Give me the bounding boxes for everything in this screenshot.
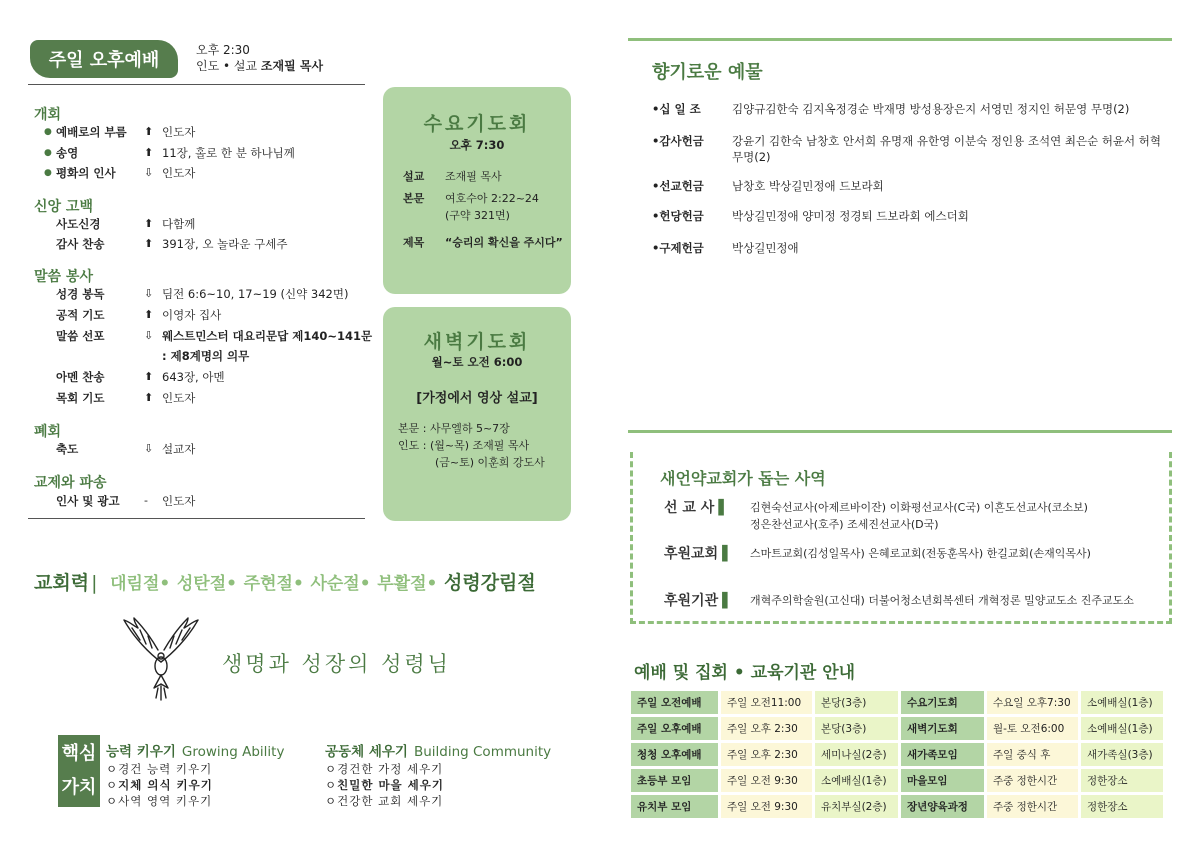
order-value: 설교자	[162, 442, 196, 456]
section-closing: 폐회	[34, 424, 62, 440]
dawn-line: 인도 : (월~목) 조재필 목사	[398, 439, 530, 452]
offering-label: •선교헌금	[652, 179, 704, 193]
order-label: 말씀 선포	[56, 329, 105, 343]
ministry-label: 선 교 사 ▌	[664, 500, 730, 516]
meeting-place: 세미나실(2층)	[815, 743, 898, 766]
offering-names: 강윤기 김한숙 남창호 안서희 유명재 유한영 이분숙 정인용 조석연 최은순 허윤서 허혁 무명(2)	[732, 134, 1162, 164]
meeting-time: 주일 오전11:00	[721, 691, 812, 714]
meeting-time: 주중 정한시간	[987, 769, 1078, 792]
dawn-line: 본문 : 사무엘하 5~7장	[398, 422, 510, 435]
meeting-time: 수요일 오후7:30	[987, 691, 1078, 714]
church-calendar: 교회력 | 대림절• 성탄절• 주현절• 사순절• 부활절• 성령강림절	[34, 572, 536, 594]
order-item	[44, 348, 249, 364]
meeting-name: 주일 오후예배	[631, 717, 718, 740]
order-label: 목회 기도	[56, 391, 105, 405]
value-heading-community: 공동체 세우기 Building Community	[325, 744, 552, 760]
order-item	[44, 236, 287, 252]
offering-label: •구제헌금	[652, 241, 704, 255]
stand-icon: ⬆	[144, 308, 154, 321]
wednesday-value: 여호수아 2:22~24	[445, 192, 539, 205]
value-line: ㅇ건강한 교회 세우기	[325, 794, 444, 808]
order-value: 다함께	[162, 217, 196, 231]
dash-mark: -	[144, 494, 148, 507]
order-item	[44, 369, 225, 385]
calendar-label: 교회력	[34, 572, 90, 594]
wednesday-label: 제목	[403, 236, 425, 249]
order-item	[44, 216, 195, 232]
order-item	[44, 493, 195, 509]
meeting-place: 새가족실(3층)	[1081, 743, 1163, 766]
top-divider	[28, 84, 365, 85]
meeting-time: 주일 오전 9:30	[721, 769, 812, 792]
order-label: 송영	[56, 146, 79, 160]
section-opening: 개회	[34, 107, 62, 123]
season: 사순절	[310, 574, 360, 594]
value-line: ㅇ경건한 가정 세우기	[325, 762, 444, 776]
schedule-row	[631, 795, 1163, 818]
offerings-heading: 향기로운 예물	[652, 62, 763, 83]
order-label: 평화의 인사	[56, 166, 116, 180]
order-label: 아멘 찬송	[56, 370, 105, 384]
order-label: 공적 기도	[56, 308, 105, 322]
order-value: 인도자	[162, 166, 196, 180]
value-line: ㅇ지체 의식 키우기	[106, 778, 213, 792]
ministry-value: 스마트교회(김성일목사) 은혜로교회(전동훈목사) 한길교회(손재익목사)	[750, 547, 1091, 560]
order-item	[44, 390, 195, 406]
meeting-name: 초등부 모임	[631, 769, 718, 792]
core-label-2: 가치	[61, 777, 97, 798]
schedule-row	[631, 717, 1163, 740]
wednesday-prayer-box	[383, 87, 571, 294]
bottom-divider	[28, 518, 365, 519]
meeting-name: 유치부 모임	[631, 795, 718, 818]
meeting-place: 정한장소	[1081, 769, 1163, 792]
order-value: 인도자	[162, 391, 196, 405]
ministry-value: 김현숙선교사(아제르바이잔) 이화평선교사(C국) 이흔도선교사(코소보)	[750, 501, 1088, 514]
offering-label: •감사헌금	[652, 134, 704, 148]
ministry-value: 개혁주의학술원(고신대) 더불어청소년회복센터 개혁정론 밀양교도소 진주교도소	[750, 594, 1134, 607]
dawn-line: (금~토) 이훈희 강도사	[435, 456, 545, 469]
schedule-row	[631, 769, 1163, 792]
bullet-icon: ●	[44, 148, 52, 158]
order-item	[44, 328, 372, 344]
value-line: ㅇ친밀한 마을 세우기	[325, 778, 444, 792]
meeting-place: 본당(3층)	[815, 691, 898, 714]
order-label: 예배로의 부름	[56, 125, 127, 139]
offerings-rule	[628, 38, 1172, 41]
ministry-value: 정은찬선교사(호주) 조세진선교사(D국)	[750, 518, 939, 531]
schedule-row	[631, 691, 1163, 714]
wednesday-title: 수요기도회	[423, 113, 531, 135]
service-title: 주일 오후예배	[30, 40, 178, 78]
season: 부활절	[377, 574, 427, 594]
offering-label: •헌당헌금	[652, 209, 704, 223]
meeting-place: 정한장소	[1081, 795, 1163, 818]
order-label: 인사 및 광고	[56, 494, 120, 508]
order-item	[44, 145, 295, 161]
service-leader	[196, 58, 323, 75]
offering-row	[652, 101, 1162, 117]
value-line: ㅇ사역 영역 키우기	[106, 794, 213, 808]
wednesday-value: (구약 321면)	[445, 209, 510, 222]
meeting-name: 주일 오전예배	[631, 691, 718, 714]
bullet-icon: ●	[44, 127, 52, 137]
stand-icon: ⬆	[144, 217, 154, 230]
schedule-heading: 예배 및 집회 • 교육기관 안내	[634, 663, 856, 683]
stand-icon: ⬆	[144, 237, 154, 250]
service-leader-prefix: 인도 • 설교	[196, 59, 258, 73]
order-value: 11장, 홀로 한 분 하나님께	[162, 146, 295, 160]
offering-names: 박상길민정애 양미정 정경퇴 드보라회 에스더회	[732, 209, 969, 223]
offering-row	[652, 133, 1162, 165]
wednesday-label: 본문	[403, 192, 425, 205]
wednesday-time: 오후 7:30	[449, 138, 505, 152]
meeting-name: 새벽기도회	[901, 717, 984, 740]
meeting-time: 주일 오전 9:30	[721, 795, 812, 818]
meeting-name: 장년양육과정	[901, 795, 984, 818]
order-item	[44, 124, 195, 140]
current-season: 성령강림절	[444, 572, 536, 594]
bullet-icon: ●	[44, 168, 52, 178]
ministry-rule	[628, 430, 1172, 433]
order-value: 643장, 아멘	[162, 370, 225, 384]
order-label: 사도신경	[56, 217, 101, 231]
meeting-place: 소예배실(1층)	[1081, 717, 1163, 740]
meeting-place: 본당(3층)	[815, 717, 898, 740]
dawn-prayer-box	[383, 307, 571, 521]
core-values-label	[58, 735, 100, 807]
schedule-row	[631, 743, 1163, 766]
stand-icon: ⬆	[144, 370, 154, 383]
ministry-heading: 새언약교회가 돕는 사역	[660, 469, 826, 488]
service-time: 오후 2:30	[196, 43, 250, 57]
order-item	[44, 165, 195, 181]
service-leader-name: 조재필 목사	[260, 59, 324, 73]
ministry-label: 후원교회 ▌	[664, 546, 733, 562]
order-item	[44, 286, 348, 302]
sit-icon: ⇩	[144, 329, 154, 342]
meeting-place: 유치부실(2층)	[815, 795, 898, 818]
meeting-time: 주중 정한시간	[987, 795, 1078, 818]
season: 주현절	[243, 574, 293, 594]
sit-icon: ⇩	[144, 442, 154, 455]
dawn-time: 월~토 오전 6:00	[431, 355, 523, 369]
value-heading-ability: 능력 키우기 Growing Ability	[106, 744, 285, 760]
offering-names: 남창호 박상길민정애 드보라회	[732, 179, 884, 193]
core-label-1: 핵심	[61, 743, 97, 764]
meeting-time: 주일 중식 후	[987, 743, 1078, 766]
order-value: : 제8계명의 의무	[162, 349, 250, 363]
meeting-place: 소예배실(1층)	[1081, 691, 1163, 714]
order-label	[56, 348, 144, 364]
sit-icon: ⇩	[144, 166, 154, 179]
section-word: 말씀 봉사	[34, 269, 93, 285]
order-item	[44, 307, 221, 323]
wednesday-label: 설교	[403, 170, 425, 183]
offering-names: 박상길민정애	[732, 241, 799, 255]
dawn-note: [가정에서 영상 설교]	[416, 391, 538, 406]
order-value: 391장, 오 놀라운 구세주	[162, 237, 288, 251]
meeting-time: 주일 오후 2:30	[721, 717, 812, 740]
meeting-place: 소예배실(1층)	[815, 769, 898, 792]
wednesday-value: “승리의 확신을 주시다”	[445, 236, 563, 249]
meeting-time: 월-토 오전6:00	[987, 717, 1078, 740]
divider-bar: |	[91, 572, 98, 594]
ministry-label: 후원기관 ▌	[664, 593, 733, 609]
offering-row	[652, 240, 1162, 256]
order-label: 성경 봉독	[56, 287, 105, 301]
offering-label: •십 일 조	[652, 102, 701, 116]
stand-icon: ⬆	[144, 146, 154, 159]
section-confession: 신앙 고백	[34, 199, 93, 215]
schedule-table	[628, 688, 1166, 821]
dawn-title: 새벽기도회	[423, 331, 531, 353]
order-label: 감사 찬송	[56, 237, 105, 251]
order-value: 인도자	[162, 125, 196, 139]
wednesday-value: 조재필 목사	[445, 170, 502, 183]
meeting-time: 주일 오후 2:30	[721, 743, 812, 766]
meeting-name: 청청 오후예배	[631, 743, 718, 766]
stand-icon: ⬆	[144, 125, 154, 138]
calendar-theme: 생명과 성장의 성령님	[222, 652, 451, 676]
meeting-name: 새가족모임	[901, 743, 984, 766]
offering-row	[652, 208, 1162, 224]
offering-names: 김양규김한숙 김지옥정경순 박재명 방성용장은지 서영민 정지인 허문영 무명(2)	[732, 102, 1130, 116]
stand-icon: ⬆	[144, 391, 154, 404]
meeting-name: 마을모임	[901, 769, 984, 792]
order-value: 인도자	[162, 494, 196, 508]
order-label: 축도	[56, 442, 79, 456]
sit-icon: ⇩	[144, 287, 154, 300]
season: 성탄절	[176, 574, 227, 594]
offering-row	[652, 178, 1162, 194]
order-value: 딤전 6:6~10, 17~19 (신약 342면)	[162, 287, 349, 301]
value-line: ㅇ경건 능력 키우기	[106, 762, 213, 776]
season: 대림절	[110, 574, 160, 594]
order-value: 웨스트민스터 대요리문답 제140~141문	[162, 329, 373, 343]
order-item	[44, 441, 195, 457]
dove-icon	[120, 614, 202, 704]
meeting-name: 수요기도회	[901, 691, 984, 714]
section-fellowship: 교제와 파송	[34, 475, 107, 491]
order-value: 이영자 집사	[162, 308, 222, 322]
